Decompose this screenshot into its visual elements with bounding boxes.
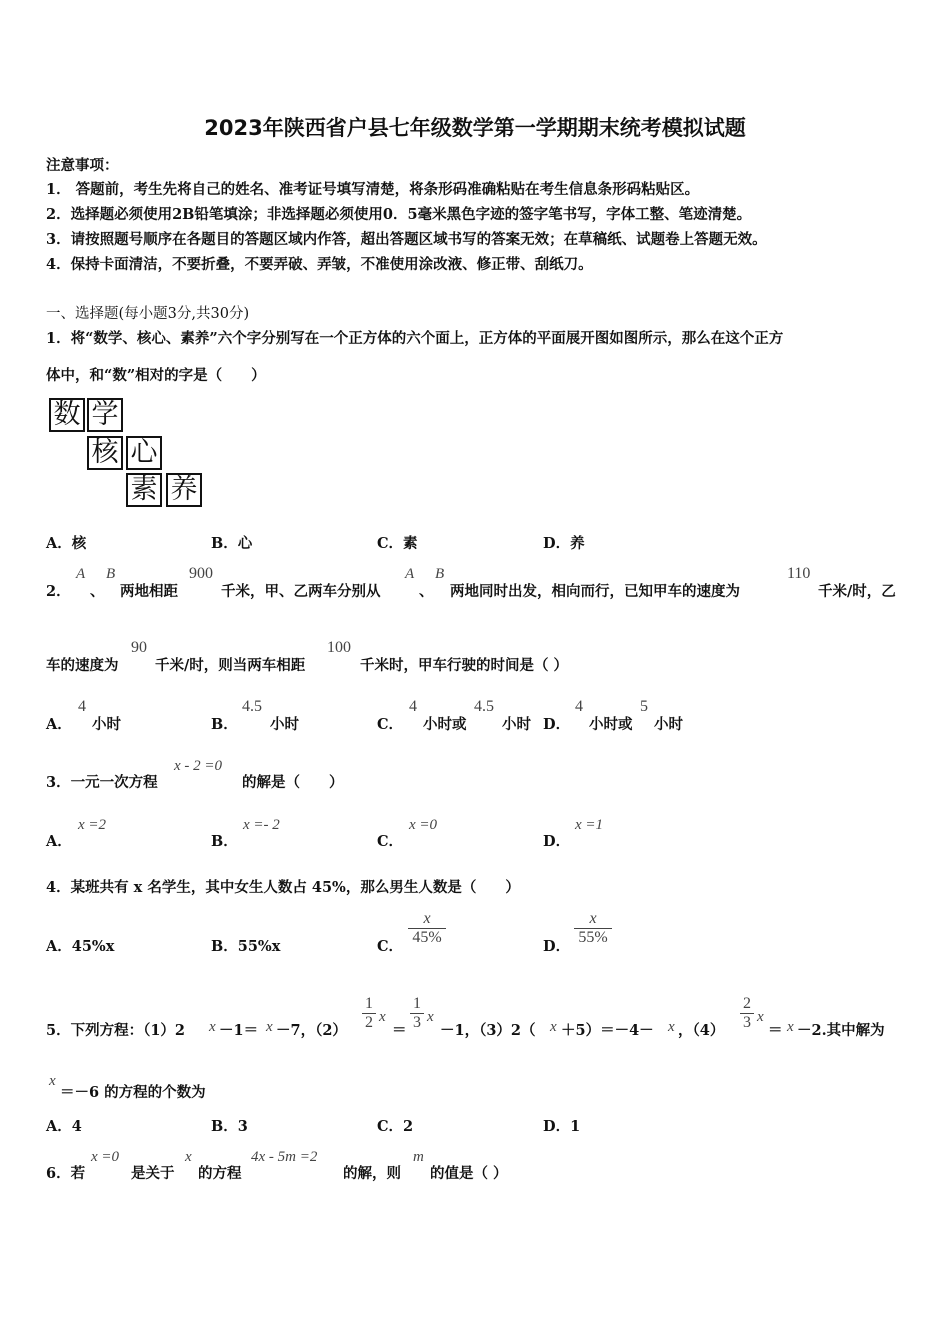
q5-x-4: x [427,1009,434,1025]
q4-option-c-label: C． [377,938,404,955]
q2-value-900: 900 [189,565,213,582]
net-cell-yang: 养 [166,473,202,507]
q2-option-d-value-1: 4 [575,698,583,715]
q2-option-b-value: 4.5 [242,698,262,715]
q5-fraction-2 [410,995,424,1032]
q4-option-c-fraction [408,910,446,947]
q5-x-5: x [550,1019,557,1035]
notice-heading: 注意事项： [46,157,119,174]
q5-x-8: x [787,1019,794,1035]
q2-option-a-value: 4 [78,698,86,715]
q6-m: m [413,1149,424,1165]
q3-option-d-value: x =1 [575,817,604,833]
q3-text-1: 3．一元一次方程 [46,774,158,791]
q2-option-d-label: D． [543,716,571,733]
q5-fraction-2-numerator: 1 [413,995,421,1012]
q5-text-7: ，（4） [678,1022,725,1039]
q2-math-a: A [76,566,86,582]
q2-text-7: 千米时，甲车行驶的时间是（ ） [360,657,569,674]
q2-value-100: 100 [327,639,351,656]
q2-option-c-unit-1: 小时或 [423,716,467,733]
q5-fraction-1-numerator: 1 [365,995,373,1012]
q5-option-a[interactable]: A．4 [46,1118,82,1135]
q2-option-d-value-2: 5 [640,698,648,715]
q2-value-110: 110 [787,565,811,582]
q1-option-a[interactable]: A．核 [46,535,87,552]
q6-text-5: 的值是（ ） [430,1165,508,1182]
q5-fraction-3 [740,995,754,1032]
q5-fraction-2-denominator: 3 [413,1014,421,1031]
q2-dun-2: 、 [419,583,434,600]
q2-text-5: 车的速度为 [46,657,119,674]
q5-option-c[interactable]: C．2 [377,1118,414,1135]
notice-item-1: 1． 答题前，考生先将自己的姓名、准考证号填写清楚，将条形码准确粘贴在考生信息条形码粘贴区。 [46,181,700,198]
net-cell-he: 核 [87,436,123,470]
notice-item-4: 4．保持卡面清洁，不要折叠，不要弄破、弄皱，不准使用涂改液、修正带、刮纸刀。 [46,256,593,273]
q5-text-2: －1＝ [219,1022,259,1039]
q5-x-2: x [266,1019,273,1035]
q2-option-c-value-1: 4 [409,698,417,715]
q5-x-7: x [757,1009,764,1025]
q1-option-d[interactable]: D．养 [543,535,585,552]
q2-option-d-unit-2: 小时 [654,716,683,733]
q5-fraction-1 [362,995,376,1032]
q5-text-1: 5．下列方程：（1）2 [46,1022,186,1039]
net-cell-shu: 数 [49,398,85,432]
q5-x-9: x [49,1073,56,1089]
q2-text-3: 两地同时出发，相向而行，已知甲车的速度为 [450,583,740,600]
q5-fraction-1-denominator: 2 [365,1014,373,1031]
net-cell-xue: 学 [87,398,123,432]
q4-option-c-numerator: x [423,910,431,927]
q5-fraction-3-numerator: 2 [743,995,751,1012]
q2-text-2: 千米，甲、乙两车分别从 [221,583,381,600]
q5-text-5: －1，（3）2（ [440,1022,536,1039]
q2-text-6: 千米/时，则当两车相距 [155,657,306,674]
q4-text: 4．某班共有 x 名学生，其中女生人数占 45%，那么男生人数是（ ） [46,879,520,896]
q5-x-3: x [379,1009,386,1025]
q2-option-c-unit-2: 小时 [502,716,531,733]
q2-math-b2: B [435,566,445,582]
q3-option-a-value: x =2 [78,817,107,833]
q3-option-b-label: B． [211,833,238,850]
q2-option-c-value-2: 4.5 [474,698,494,715]
q5-x-6: x [668,1019,675,1035]
q1-text-line1: 1．将“数学、核心、素养”六个字分别写在一个正方体的六个面上，正方体的平面展开图如图所示，那么在这个正方 [46,330,784,347]
q4-option-d-label: D． [543,938,571,955]
q5-text-4: ＝ [392,1022,407,1039]
q5-text-3: －7，（2） [276,1022,347,1039]
q3-option-c-value: x =0 [409,817,438,833]
notice-item-3: 3．请按照题号顺序在各题目的答题区域内作答，超出答题区域书写的答案无效；在草稿纸、试题卷上答题无效。 [46,231,767,248]
q2-text-1: 两地相距 [120,583,178,600]
section-heading: 一、选择题(每小题3分,共30分) [46,306,250,322]
q6-text-3: 的方程 [198,1165,242,1182]
q2-option-b-unit: 小时 [270,716,299,733]
q5-text-6: ＋5）＝－4－ [561,1022,654,1039]
q2-math-a2: A [405,566,415,582]
q3-option-c-label: C． [377,833,404,850]
q6-x: x [185,1149,192,1165]
q1-text-line2: 体中，和“数”相对的字是（ ） [46,367,266,384]
net-cell-su: 素 [126,473,162,507]
q3-text-2: 的解是（ ） [242,774,344,791]
q4-option-d-numerator: x [589,910,597,927]
q3-equation: x - 2 =0 [174,758,223,774]
q2-value-90: 90 [131,639,147,656]
q5-fraction-3-denominator: 3 [743,1014,751,1031]
q5-text-10: ＝－6 的方程的个数为 [60,1084,206,1101]
q5-x-1: x [209,1019,216,1035]
q3-option-b-value: x =- 2 [243,817,280,833]
q6-text-4: 的解，则 [343,1165,401,1182]
q1-option-b[interactable]: B．心 [211,535,253,552]
q2-dun-1: 、 [90,583,105,600]
q5-option-d[interactable]: D．1 [543,1118,581,1135]
notice-item-2: 2．选择题必须使用2B铅笔填涂；非选择题必须使用0．5毫米黑色字迹的签字笔书写，字体工整、笔迹清楚。 [46,206,752,223]
q2-number: 2． [46,583,71,600]
q2-option-c-label: C． [377,716,404,733]
q2-math-b: B [106,566,116,582]
q2-option-b-label: B． [211,716,238,733]
q4-option-c-denominator: 45% [412,929,442,946]
q4-option-d-fraction [574,910,612,947]
q4-option-a[interactable]: A．45%x [46,938,115,955]
q2-option-a-unit: 小时 [92,716,121,733]
q6-equation-2: 4x - 5m =2 [251,1149,318,1165]
page-title: 2023年陕西省户县七年级数学第一学期期末统考模拟试题 [204,116,746,140]
q6-text-2: 是关于 [131,1165,175,1182]
q5-text-9: －2.其中解为 [797,1022,885,1039]
q6-equation-1: x =0 [91,1149,120,1165]
q3-option-d-label: D． [543,833,571,850]
q1-option-c[interactable]: C．素 [377,535,418,552]
net-cell-xin: 心 [126,436,162,470]
q4-option-d-denominator: 55% [578,929,608,946]
q5-text-8: ＝ [768,1022,783,1039]
q2-text-4: 千米/时，乙 [818,583,896,600]
q5-option-b[interactable]: B．3 [211,1118,248,1135]
q4-option-b[interactable]: B．55%x [211,938,281,955]
q3-option-a-label: A． [46,833,72,850]
q2-option-d-unit-1: 小时或 [589,716,633,733]
q6-text-1: 6．若 [46,1165,86,1182]
q2-option-a-label: A． [46,716,72,733]
